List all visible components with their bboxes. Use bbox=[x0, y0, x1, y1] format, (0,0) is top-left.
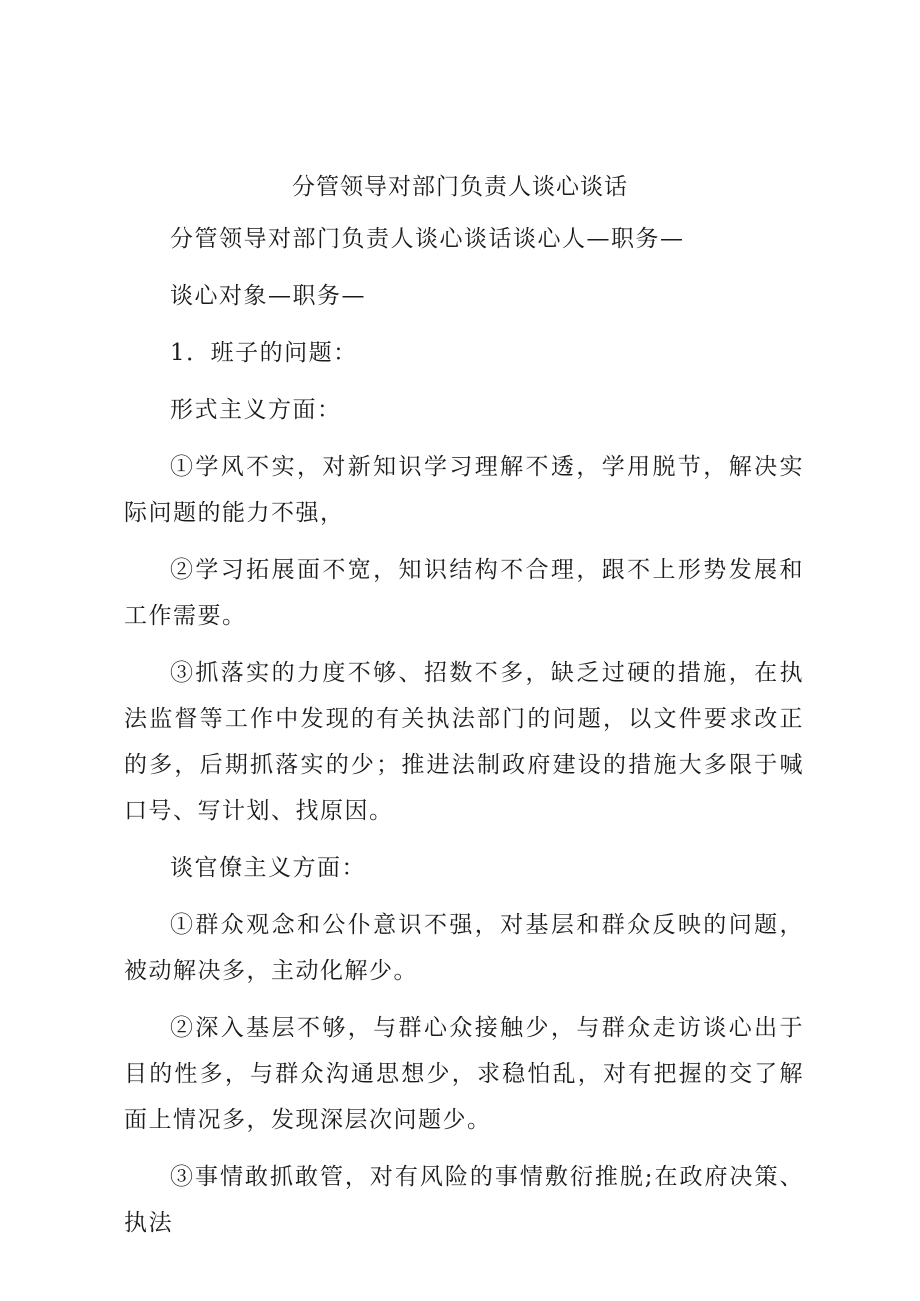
paragraph-formalism-2: ②学习拓展面不宽，知识结构不合理，跟不上形势发展和工作需要。 bbox=[124, 557, 804, 629]
document-body bbox=[124, 216, 804, 1257]
paragraph-bureaucracy-1: ①群众观念和公仆意识不强，对基层和群众反映的问题，被动解决多，主动化解少。 bbox=[124, 912, 804, 984]
paragraph-speaker: 分管领导对部门负责人谈心谈话谈心人—职务— bbox=[170, 226, 685, 252]
paragraph-formalism-1: ①学风不实，对新知识学习理解不透，学用脱节，解决实际问题的能力不强， bbox=[124, 454, 804, 526]
document-title: 分管领导对部门负责人谈心谈话 bbox=[292, 174, 628, 200]
paragraph-target: 谈心对象—职务— bbox=[170, 283, 366, 309]
paragraph-formalism-3: ③抓落实的力度不够、招数不多，缺乏过硬的措施，在执法监督等工作中发现的有关执法部门的问题，以文件要求改正的多，后期抓落实的少；推进法制政府建设的措施大多限于喊口号、写计划、找原因。 bbox=[124, 660, 804, 824]
paragraph-formalism-heading: 形式主义方面： bbox=[170, 397, 342, 423]
paragraph-bureaucracy-heading: 谈官僚主义方面： bbox=[170, 855, 366, 881]
paragraph-section-1: 1．班子的问题： bbox=[170, 340, 358, 366]
paragraph-bureaucracy-2: ②深入基层不够，与群心众接触少，与群众走访谈心出于目的性多，与群众沟通思想少，求稳怕乱，对有把握的交了解面上情况多，发现深层次问题少。 bbox=[124, 1015, 804, 1133]
paragraph-bureaucracy-3: ③事情敢抓敢管，对有风险的事情敷衍推脱;在政府决策、执法 bbox=[124, 1164, 804, 1236]
